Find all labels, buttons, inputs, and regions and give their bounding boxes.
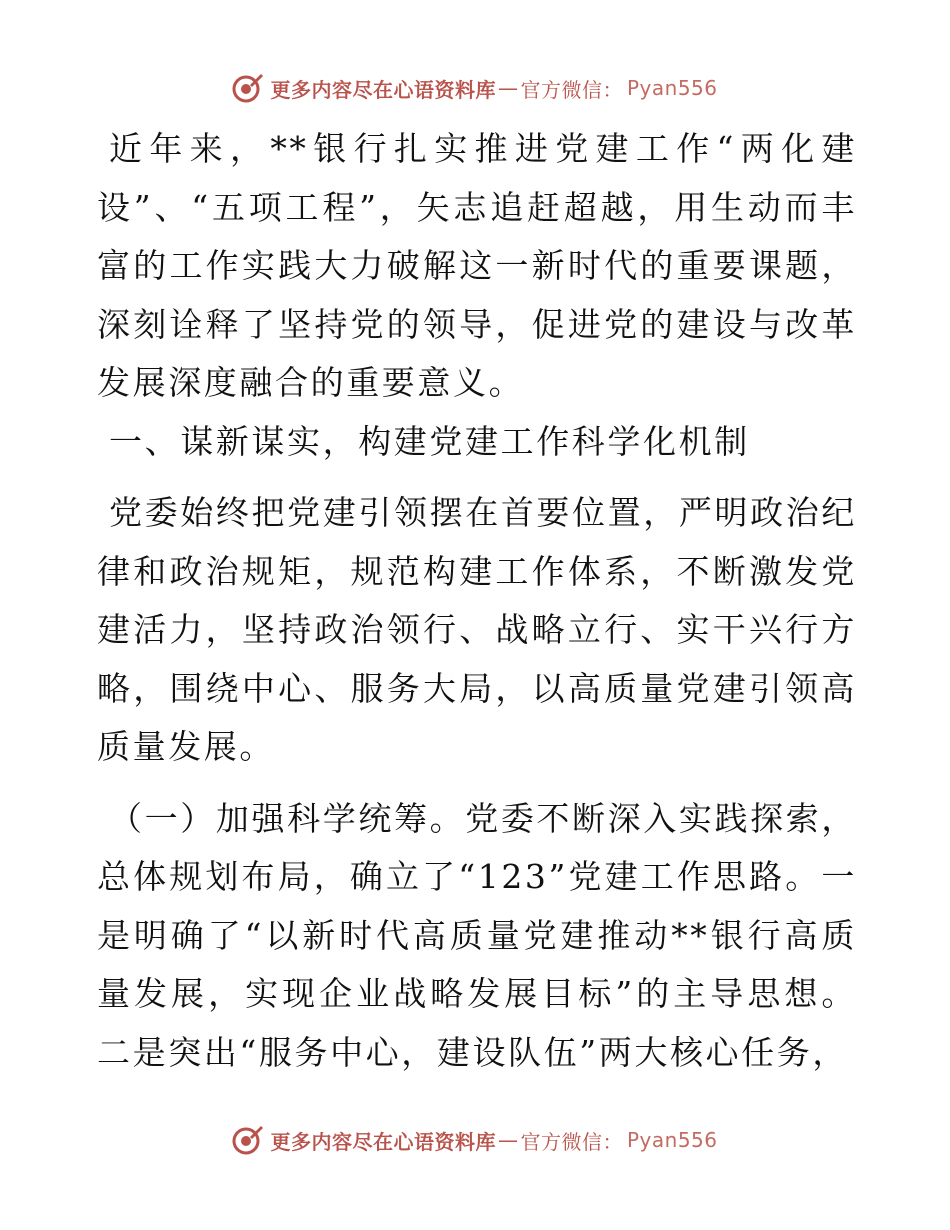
watermark-site-text: 更多内容尽在心语资料库: [270, 1129, 496, 1154]
watermark-site-text: 更多内容尽在心语资料库: [270, 77, 496, 102]
watermark-wechat-id: Pyan556: [626, 76, 718, 100]
watermark-wechat-label: 官方微信：: [520, 1129, 623, 1154]
section-1-paragraph: 党委始终把党建引领摆在首要位置，严明政治纪律和政治规矩，规范构建工作体系，不断激发党建活力，坚持政治领行、战略立行、实干兴行方略，围绕中心、服务大局，以高质量党建引领高质量发展。: [97, 493, 857, 766]
section-heading-1: 一、谋新谋实，构建党建工作科学化机制: [109, 421, 750, 461]
pen-nib-circle-icon: [232, 72, 264, 104]
watermark-wechat-label: 官方微信：: [520, 77, 623, 102]
watermark-footer: [0, 1124, 950, 1156]
document-body: [97, 120, 857, 1082]
watermark-header: [0, 72, 950, 104]
watermark-dash: —: [497, 1128, 519, 1152]
watermark-dash: —: [497, 76, 519, 100]
subsection-1-paragraph: （一）加强科学统筹。党委不断深入实践探索，总体规划布局，确立了“123”党建工作思路。一是明确了“以新时代高质量党建推动**银行高质量发展，实现企业战略发展目标”的主导思想。二是突出“服务中心，建设队伍”两大核心任务，: [97, 798, 857, 1072]
intro-paragraph: 近年来，**银行扎实推进党建工作“两化建设”、“五项工程”，矢志追赶超越，用生动而丰富的工作实践大力破解这一新时代的重要课题，深刻诠释了坚持党的领导，促进党的建设与改革发展深度融合的重要意义。: [97, 129, 857, 402]
watermark-wechat-id: Pyan556: [626, 1128, 718, 1152]
pen-nib-circle-icon: [232, 1124, 264, 1156]
